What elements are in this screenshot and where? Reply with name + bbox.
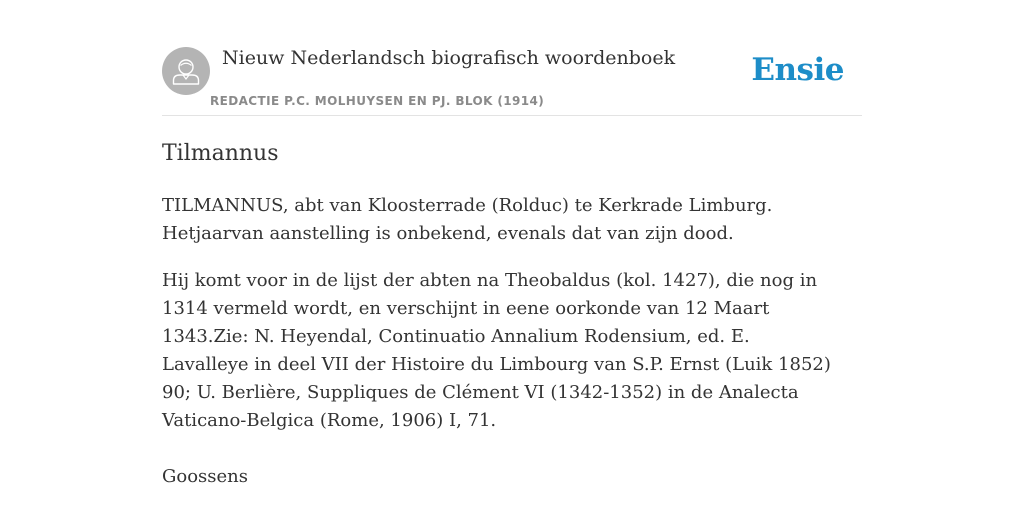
person-icon	[162, 47, 210, 95]
source-avatar[interactable]	[162, 47, 210, 95]
entry-author: Goossens	[162, 466, 249, 487]
entry-paragraph-1: TILMANNUS, abt van Kloosterrade (Rolduc) te Kerkrade Limburg. Hetjaarvan aanstelling is onbekend, evenals dat van zijn dood.	[162, 195, 773, 244]
ensie-logo-link[interactable]: Ensie	[751, 52, 844, 88]
source-header	[162, 40, 862, 116]
entry-title: Tilmannus	[162, 141, 279, 166]
entry-paragraph-2: Hij komt voor in de lijst der abten na Theobaldus (kol. 1427), die nog in 1314 vermeld wordt, en verschijnt in eene oorkonde van 12 Maart 1343.Zie: N. Heyendal, Continuatio Annalium Rodensium, ed. E. Lavalleye in deel VII der Histoire du Limbourg van S.P. Ernst (Luik 1852) 90; U. Berlière, Suppliques de Clément VI (1342-1352) in de Analecta Vaticano-Belgica (Rome, 1906) I, 71.	[162, 270, 831, 431]
source-title[interactable]: Nieuw Nederlandsch biografisch woordenboek	[222, 47, 676, 69]
source-editors: REDACTIE P.C. MOLHUYSEN EN PJ. BLOK (1914)	[210, 94, 545, 108]
article	[162, 138, 862, 491]
